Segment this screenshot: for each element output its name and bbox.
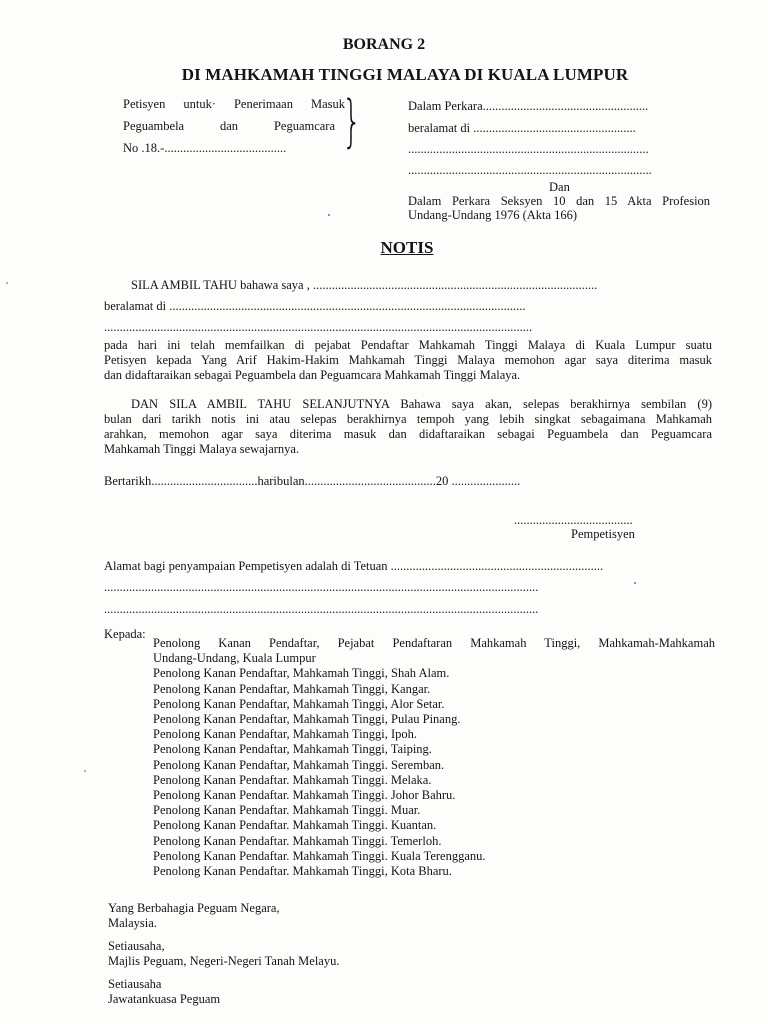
paragraph-line: dan didaftaraikan sebagai Peguambela dan Peguamcara Mahkamah Tinggi Malaya. (104, 368, 521, 382)
form-word: Perkara (451, 194, 491, 208)
form-word: dan (219, 119, 239, 133)
notice-paragraph-2 (104, 397, 712, 457)
form-word: Dalam (408, 194, 442, 208)
date-line: Bertarikh..................................haribulan..........................................20 ...................... (104, 474, 521, 488)
matter-section-line-2: Undang-Undang 1976 (Akta 166) (408, 208, 578, 222)
form-word: Akta (627, 194, 652, 208)
addressee-line: Jawatankuasa Peguam (108, 992, 221, 1007)
form-word: 15 (604, 194, 618, 208)
scan-speck (6, 282, 8, 284)
service-address-line-3: ........................................................................................................................................... (104, 602, 539, 616)
notice-sila-label: SILA AMBIL TAHU bahawa saya , (131, 278, 310, 292)
form-word: Peguambela (123, 119, 185, 133)
matter-line-2: beralamat di .................................................... (408, 121, 636, 135)
recipient-item: Penolong Kanan Pendaftar. Mahkamah Tinggi. Muar. (153, 803, 421, 818)
notice-address-line-2: ......................................................................................................................................... (104, 320, 533, 334)
addressee-line: Majlis Peguam, Negeri-Negeri Tanah Melayu. (108, 954, 340, 969)
form-word: Petisyen (123, 97, 166, 111)
petition-no-field: .18.-....................................... (141, 141, 287, 155)
recipient-item: Penolong Kanan Pendaftar, Mahkamah Tinggi, Pulau Pinang. (153, 712, 461, 727)
recipient-item: Penolong Kanan Pendaftar. Mahkamah Tinggi. Kuala Terengganu. (153, 848, 486, 863)
matter-line-1: Dalam Perkara..................................................... (408, 99, 649, 113)
service-address-label: Alamat bagi penyampaian Pempetisyen adalah di Tetuan (104, 559, 388, 573)
recipient-item: Penolong Kanan Pendaftar, Mahkamah Tinggi, Ipoh. (153, 727, 418, 742)
addressee-bar-council (108, 939, 339, 970)
form-word: Penerimaan (233, 97, 293, 111)
recipient-item: Penolong Kanan Pendaftar, Mahkamah Tinggi, Taiping. (153, 742, 432, 757)
service-address-field: .................................................................... (390, 559, 604, 573)
service-address-line-2: ........................................................................................................................................... (104, 580, 539, 594)
recipients-list (153, 636, 715, 879)
petitioner-label: Pempetisyen (571, 527, 635, 541)
recipient-item: Penolong Kanan Pendaftar. Mahkamah Tinggi. Melaka. (153, 772, 432, 787)
form-word: untuk· (183, 97, 216, 111)
matter-section-line-1 (408, 194, 710, 209)
court-title: DI MAHKAMAH TINGGI MALAYA DI KUALA LUMPUR (181, 65, 629, 84)
addressee-line: Setiausaha (108, 977, 162, 991)
recipients-label: Kepada: (104, 627, 146, 641)
addressee-attorney-general (108, 901, 280, 932)
recipient-item: Undang-Undang, Kuala Lumpur (153, 651, 316, 666)
paragraph-line: Mahkamah Tinggi Malaya sewajarnya. (104, 442, 300, 456)
petition-no-label: No (123, 141, 139, 155)
notice-name-field: ........................................................................................... (312, 278, 598, 292)
recipient-item: Penolong Kanan Pendaftar, Mahkamah Tinggi, Alor Setar. (153, 696, 445, 711)
matter-line-4: .............................................................................. (408, 163, 652, 177)
paragraph-line: DAN SILA AMBIL TAHU SELANJUTNYA Bahawa saya akan, selepas berakhirnya sembilan (9) (131, 397, 712, 411)
scan-speck (328, 214, 330, 216)
petition-line-1 (123, 97, 345, 112)
form-word: dan (576, 194, 595, 208)
paragraph-line: arahkan, memohon agar saya diterima masuk dan didaftaraikan sebagai Peguambela dan Peguamcara (104, 427, 712, 441)
paragraph-line: bulan dari tarikh notis ini atau selepas berakhirnya tempoh yang lebih singkat sebagaimana Mahkamah (104, 412, 712, 426)
petition-brace: } (342, 89, 362, 154)
petition-line-3 (123, 141, 286, 156)
recipient-item: Penolong Kanan Pendaftar, Mahkamah Tinggi, Kangar. (153, 681, 431, 696)
recipient-item: Penolong Kanan Pendaftar. Mahkamah Tinggi. Kuantan. (153, 818, 437, 833)
notice-address-label: beralamat di (104, 299, 167, 313)
form-word: Peguamcara (273, 119, 336, 133)
form-word: Seksyen (500, 194, 543, 208)
recipient-item: Penolong Kanan Pendaftar. Mahkamah Tinggi, Kota Bharu. (153, 864, 452, 879)
matter-dan: Dan (549, 180, 570, 194)
service-address-line (104, 559, 603, 574)
addressee-line: Setiausaha, (108, 939, 165, 953)
addressee-line: Malaysia. (108, 916, 157, 931)
form-word: Masuk (310, 97, 345, 111)
form-number: BORANG 2 (342, 36, 426, 53)
form-word: Profesion (662, 194, 711, 208)
paragraph-line: Petisyen kepada Yang Arif Hakim-Hakim Mahkamah Tinggi Malaya memohon agar saya diterima masuk (104, 353, 712, 367)
notice-address-field: .................................................................................................................. (169, 299, 526, 313)
form-word: 10 (553, 194, 566, 208)
recipient-item: Penolong Kanan Pendaftar. Mahkamah Tinggi. Temerloh. (153, 833, 442, 848)
recipient-item: Penolong Kanan Pendaftar, Pejabat Pendaftaran Mahkamah Tinggi, Mahkamah-Mahkamah (153, 636, 715, 650)
notice-address-line (104, 299, 526, 314)
matter-line-3: ............................................................................. (408, 142, 649, 156)
notice-sila-line (131, 278, 597, 293)
scan-speck (84, 770, 86, 772)
recipient-item: Penolong Kanan Pendaftar. Mahkamah Tinggi. Johor Bahru. (153, 788, 456, 803)
signature-line: ...................................... (514, 513, 633, 527)
notice-paragraph-1 (104, 338, 712, 383)
recipient-item: Penolong Kanan Pendaftar, Mahkamah Tinggi. Seremban. (153, 757, 445, 772)
recipient-item: Penolong Kanan Pendaftar, Mahkamah Tinggi, Shah Alam. (153, 666, 450, 681)
scan-speck (634, 582, 636, 584)
addressee-line: Yang Berbahagia Peguam Negara, (108, 901, 280, 915)
addressee-committee (108, 977, 220, 1008)
notice-title: NOTIS (380, 238, 434, 257)
paragraph-line: pada hari ini telah memfailkan di pejabat Pendaftar Mahkamah Tinggi Malaya di Kuala Lumpur suatu (104, 338, 712, 352)
petition-line-2 (123, 119, 335, 134)
